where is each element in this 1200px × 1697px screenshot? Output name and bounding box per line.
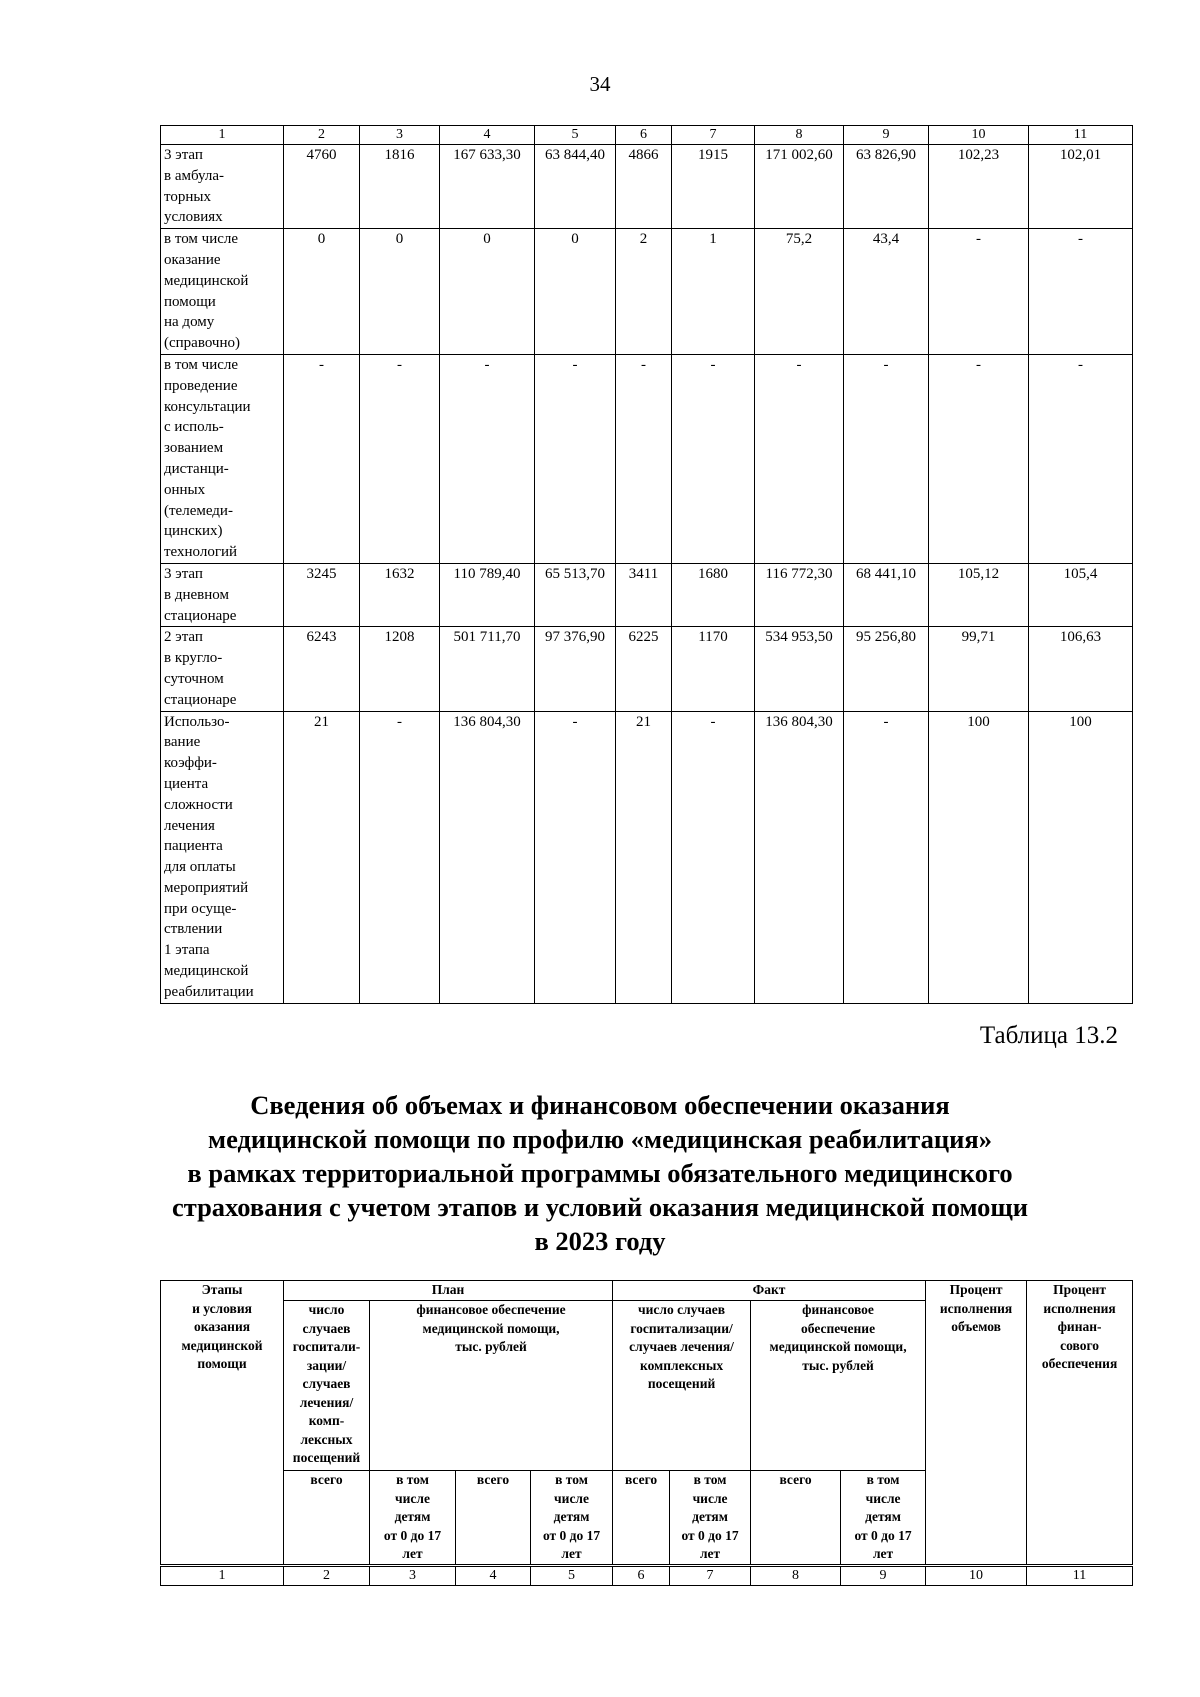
table-cell: 0 (284, 229, 360, 355)
table-cell: 21 (616, 711, 672, 1003)
column-number-cell: 4 (456, 1567, 531, 1586)
header-line: числе (554, 1490, 589, 1506)
row-label-line: оказание (164, 251, 221, 268)
header-line: тыс. рублей (455, 1339, 527, 1354)
row-label-line: (телемеди- (164, 502, 233, 519)
row-label-line: зованием (164, 440, 224, 457)
column-number-cell: 3 (370, 1567, 456, 1586)
row-label-line: в дневном (164, 586, 229, 603)
table-row (161, 627, 1133, 711)
row-label-line: помощи (164, 293, 216, 310)
header-line: и условия (192, 1300, 252, 1316)
header-line: детям (394, 1509, 431, 1524)
header-line: от 0 до 17 (383, 1527, 442, 1543)
header-line: лечения/ (299, 1394, 354, 1410)
title-line: в рамках территориальной программы обязательного медицинского (187, 1158, 1013, 1188)
header-line: в том (555, 1472, 588, 1487)
fact-total-header: всего (613, 1471, 670, 1565)
row-label-line: реабилитации (164, 983, 254, 1000)
column-number-cell: 10 (926, 1567, 1027, 1586)
table-label: Таблица 13.2 (979, 1022, 1118, 1049)
row-label-line: условиях (164, 209, 223, 226)
title-line: страхования с учетом этапов и условий оказания медицинской помощи (171, 1192, 1029, 1222)
header-line: помощи (197, 1356, 247, 1371)
row-label-line: мероприятий (164, 879, 249, 896)
table-cell: 1632 (360, 563, 440, 626)
header-line: от 0 до 17 (542, 1527, 601, 1543)
table-cell: 95 256,80 (844, 627, 929, 711)
table-cell: - (929, 229, 1029, 355)
plan-finance-total-header: всего (456, 1471, 531, 1565)
table-cell: 501 711,70 (440, 627, 535, 711)
title-line: в 2023 году (534, 1226, 666, 1256)
table-cell: 43,4 (844, 229, 929, 355)
header-line: число (308, 1302, 345, 1317)
row-label (161, 229, 284, 355)
header-line: комп- (308, 1413, 345, 1428)
table-cell: - (672, 354, 755, 563)
row-label-line: сложности (164, 796, 233, 813)
header-line: случаев лечения/ (629, 1339, 734, 1354)
table-row (161, 229, 1133, 355)
row-label (161, 627, 284, 711)
pct-volume-header (926, 1281, 1027, 1565)
table-cell: 167 633,30 (440, 145, 535, 229)
table-cell: 100 (1029, 711, 1133, 1003)
column-number-cell: 8 (755, 126, 844, 145)
header-line: исполнения (939, 1300, 1013, 1316)
table-cell: 171 002,60 (755, 145, 844, 229)
column-number-cell: 2 (284, 126, 360, 145)
row-label-line: цинских) (164, 523, 223, 540)
table-cell: 21 (284, 711, 360, 1003)
header-line: детям (865, 1509, 901, 1524)
header-line: обеспечение (801, 1320, 876, 1336)
table-cell: 102,23 (929, 145, 1029, 229)
row-label-line: консультации (164, 398, 251, 415)
table-cell: 3411 (616, 563, 672, 626)
fact-finance-total-header: всего (751, 1471, 841, 1565)
table-cell: 102,01 (1029, 145, 1133, 229)
table-cell: 3245 (284, 563, 360, 626)
row-label-line: 3 этап (164, 565, 203, 582)
row-label (161, 711, 284, 1003)
header-line: лет (872, 1546, 894, 1561)
table-cell: 1208 (360, 627, 440, 711)
plan-count-header (284, 1301, 370, 1471)
table-cell: 6225 (616, 627, 672, 711)
table-cell: - (616, 354, 672, 563)
header-line: лет (699, 1546, 721, 1561)
table-cell: 136 804,30 (440, 711, 535, 1003)
header-line: медицинской помощи, (422, 1320, 560, 1336)
header-line: случаев (302, 1376, 351, 1391)
table-cell: - (440, 354, 535, 563)
header-line: лет (402, 1546, 423, 1561)
fact-count-header (613, 1301, 751, 1471)
header-line: финансовое (802, 1302, 874, 1317)
table-row (161, 563, 1133, 626)
column-number-cell: 8 (751, 1567, 841, 1586)
table-cell: 1915 (672, 145, 755, 229)
row-label-line: проведение (164, 377, 238, 394)
header-line: числе (395, 1490, 430, 1506)
row-label-line: медицинской (164, 272, 249, 289)
plan-header: План (284, 1281, 613, 1301)
column-number-cell: 6 (613, 1567, 670, 1586)
header-line: в том (396, 1472, 429, 1487)
row-label-line: лечения (164, 817, 215, 834)
header-line: Процент (949, 1282, 1003, 1297)
header-line: тыс. рублей (802, 1357, 874, 1373)
row-label-line: в том числе (164, 231, 239, 248)
table-row (161, 354, 1133, 563)
column-number-row (161, 1567, 1133, 1586)
header-line: исполнения (1043, 1300, 1116, 1316)
header-line: лексных (300, 1431, 353, 1447)
table-cell: - (360, 711, 440, 1003)
table-cell: 106,63 (1029, 627, 1133, 711)
header-line: обеспечения (1041, 1356, 1118, 1371)
column-number-cell: 5 (535, 126, 616, 145)
table-cell: - (1029, 354, 1133, 563)
fact-header: Факт (613, 1281, 926, 1301)
table-cell: 65 513,70 (535, 563, 616, 626)
column-number-cell: 7 (672, 126, 755, 145)
row-label (161, 145, 284, 229)
header-line: финан- (1057, 1319, 1102, 1334)
header-line: Этапы (201, 1282, 243, 1297)
header-line: посещений (292, 1450, 361, 1465)
table-cell: 1816 (360, 145, 440, 229)
column-number-cell: 2 (284, 1567, 370, 1586)
row-label-line: пациента (164, 838, 223, 855)
row-label-line: вание (164, 734, 201, 751)
table-cell: 1170 (672, 627, 755, 711)
table-cell: 100 (929, 711, 1029, 1003)
table-cell: - (284, 354, 360, 563)
header-line: число случаев (638, 1302, 726, 1317)
table-cell: 6243 (284, 627, 360, 711)
plan-finance-children-header (531, 1471, 613, 1565)
row-label (161, 354, 284, 563)
table-cell: 534 953,50 (755, 627, 844, 711)
header-line: от 0 до 17 (854, 1527, 912, 1543)
row-label-line: для оплаты (164, 859, 236, 876)
plan-children-header (370, 1471, 456, 1565)
table-cell: 105,4 (1029, 563, 1133, 626)
table-cell: 97 376,90 (535, 627, 616, 711)
table-cell: - (755, 354, 844, 563)
column-number-cell: 11 (1029, 126, 1133, 145)
title-line: медицинской помощи по профилю «медицинская реабилитация» (208, 1124, 992, 1154)
document-title (150, 1088, 1050, 1258)
table-row (161, 711, 1133, 1003)
header-line: финансовое обеспечение (416, 1302, 566, 1317)
header-line: случаев (302, 1320, 351, 1336)
column-number-cell: 11 (1027, 1567, 1133, 1586)
header-line: лет (561, 1546, 582, 1561)
column-number-cell: 4 (440, 126, 535, 145)
row-label-line: ствлении (164, 921, 223, 938)
row-label-line: стационаре (164, 691, 237, 708)
header-line: зации/ (306, 1357, 347, 1373)
row-label (161, 563, 284, 626)
plan-finance-header (370, 1301, 613, 1471)
table-cell: - (360, 354, 440, 563)
fact-finance-children-header (841, 1471, 926, 1565)
table-cell: 2 (616, 229, 672, 355)
column-number-row (161, 126, 1133, 145)
table-cell: 1680 (672, 563, 755, 626)
row-label-line: 3 этап (164, 147, 203, 163)
header-line: посещений (647, 1376, 716, 1391)
table-cell: 1 (672, 229, 755, 355)
table-cell: 68 441,10 (844, 563, 929, 626)
table-cell: 4866 (616, 145, 672, 229)
header-line: объемов (951, 1319, 1001, 1334)
row-label-line: суточном (164, 670, 224, 687)
header-line: числе (865, 1490, 901, 1506)
header-line: в том (866, 1472, 900, 1487)
table-row (161, 145, 1133, 229)
row-label-line: медицинской (164, 963, 249, 980)
table-cell: 136 804,30 (755, 711, 844, 1003)
header-line: сового (1060, 1337, 1100, 1353)
title-line: Сведения об объемах и финансовом обеспечении оказания (250, 1090, 950, 1120)
row-label-line: циента (164, 775, 209, 792)
fact-finance-header (751, 1301, 926, 1471)
column-number-cell: 5 (531, 1567, 613, 1586)
column-number-cell: 1 (161, 1567, 284, 1586)
header-line: детям (692, 1509, 728, 1524)
header-line: медицинской помощи, (769, 1339, 907, 1354)
table-cell: 99,71 (929, 627, 1029, 711)
column-number-cell: 9 (841, 1567, 926, 1586)
row-label-line: онных (164, 481, 206, 498)
lower-table-header (160, 1280, 1133, 1565)
table-cell: 4760 (284, 145, 360, 229)
table-cell: 63 826,90 (844, 145, 929, 229)
pct-finance-header (1027, 1281, 1133, 1565)
header-line: в том (693, 1472, 727, 1487)
row-label-line: технологий (164, 544, 238, 561)
table-cell: 63 844,40 (535, 145, 616, 229)
table-cell: - (1029, 229, 1133, 355)
row-label-line: торных (164, 188, 211, 205)
row-label-line: с исполь- (164, 419, 224, 436)
header-line: медицинской (181, 1337, 263, 1353)
table-cell: - (844, 711, 929, 1003)
col-stages-header (161, 1281, 284, 1565)
row-label-line: в амбула- (164, 167, 225, 184)
header-line: от 0 до 17 (681, 1527, 739, 1543)
column-number-cell: 3 (360, 126, 440, 145)
row-label-line: на дому (164, 314, 215, 331)
row-label-line: стационаре (164, 607, 237, 624)
table-cell: - (929, 354, 1029, 563)
table-cell: 0 (535, 229, 616, 355)
table-cell: 105,12 (929, 563, 1029, 626)
fact-children-header (670, 1471, 751, 1565)
header-line: комплексных (639, 1357, 724, 1373)
table-cell: - (844, 354, 929, 563)
table-cell: - (535, 354, 616, 563)
header-line: детям (553, 1509, 590, 1524)
header-line: числе (692, 1490, 728, 1506)
header-line: оказания (193, 1319, 251, 1334)
plan-total-header: всего (284, 1471, 370, 1565)
header-line: госпитализации/ (630, 1320, 733, 1336)
row-label-line: в том числе (164, 356, 239, 373)
row-label-line: 1 этапа (164, 942, 210, 959)
table-cell: 0 (360, 229, 440, 355)
header-line: Процент (1053, 1282, 1107, 1297)
row-label-line: Использо- (164, 713, 230, 730)
table-cell: 116 772,30 (755, 563, 844, 626)
row-label-line: в кругло- (164, 650, 223, 667)
column-number-cell: 1 (161, 126, 284, 145)
row-label-line: дистанци- (164, 460, 229, 477)
lower-table-numbers (160, 1566, 1133, 1586)
table-cell: - (672, 711, 755, 1003)
header-line: госпитали- (292, 1339, 361, 1354)
column-number-cell: 6 (616, 126, 672, 145)
table-cell: 0 (440, 229, 535, 355)
row-label-line: 2 этап (164, 629, 203, 646)
row-label-line: (справочно) (164, 335, 240, 352)
row-label-line: коэффи- (164, 755, 217, 772)
upper-table (160, 125, 1133, 1004)
column-number-cell: 10 (929, 126, 1029, 145)
column-number-cell: 9 (844, 126, 929, 145)
table-cell: 75,2 (755, 229, 844, 355)
column-number-cell: 7 (670, 1567, 751, 1586)
table-cell: - (535, 711, 616, 1003)
table-cell: 110 789,40 (440, 563, 535, 626)
row-label-line: при осуще- (164, 900, 237, 917)
page-number: 34 (589, 72, 611, 96)
